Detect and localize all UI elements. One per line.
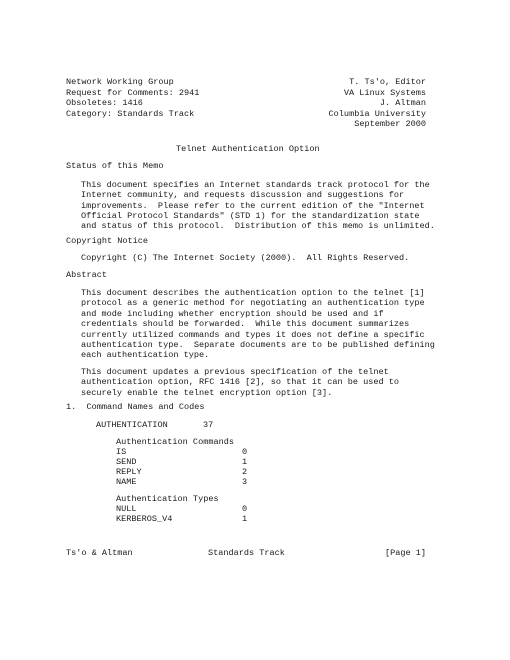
abstract-line: each authentication type. (81, 350, 210, 360)
header-date: September 2000 (354, 119, 426, 129)
abstract-line: This document updates a previous specification of the telnet (81, 367, 389, 377)
abstract-line: securely enable the telnet encryption option [3]. (81, 388, 333, 398)
abstract-line: authentication option, RFC 1416 [2], so that it can be used to (81, 377, 399, 387)
header-rfc-number: Request for Comments: 2941 (66, 88, 200, 98)
header-category: Category: Standards Track (66, 109, 195, 119)
command-name: REPLY (116, 467, 142, 477)
footer-status: Standards Track (208, 548, 285, 558)
copyright-heading: Copyright Notice (66, 236, 149, 246)
command-name: IS (116, 447, 127, 457)
type-name: KERBEROS_V4 (116, 514, 173, 524)
commands-heading: Authentication Commands (116, 437, 234, 447)
auth-option-name: AUTHENTICATION (96, 420, 168, 430)
abstract-line: This document describes the authentication option to the telnet [1] (81, 288, 425, 298)
type-code: 1 (242, 514, 248, 524)
command-code: 0 (242, 447, 248, 457)
status-heading: Status of this Memo (66, 161, 164, 171)
header-affiliation-1: VA Linux Systems (343, 88, 426, 98)
type-code: 0 (242, 504, 248, 514)
types-heading: Authentication Types (116, 494, 219, 504)
type-name: NULL (116, 504, 137, 514)
header-editor: T. Ts'o, Editor (349, 77, 426, 87)
header-obsoletes: Obsoletes: 1416 (66, 98, 143, 108)
abstract-line: protocol as a generic method for negotiating an authentication type (81, 298, 425, 308)
status-line: and status of this protocol. Distribution of this memo is unlimited. (81, 221, 435, 231)
command-code: 1 (242, 457, 248, 467)
command-name: SEND (116, 457, 137, 467)
header-author-2: J. Altman (379, 98, 426, 108)
auth-option-code: 37 (203, 420, 214, 430)
abstract-line: currently utilized commands and types it does not define a specific (81, 330, 425, 340)
command-code: 2 (242, 467, 248, 477)
command-name: NAME (116, 477, 137, 487)
status-line: Internet community, and requests discussion and suggestions for (81, 190, 405, 200)
status-line: improvements. Please refer to the current edition of the "Internet (81, 201, 425, 211)
abstract-line: credentials should be forwarded. While this document summarizes (81, 319, 410, 329)
document-title: Telnet Authentication Option (176, 144, 320, 154)
abstract-line: authentication type. Separate documents are to be published defining (81, 340, 435, 350)
footer-page-number: [Page 1] (384, 548, 426, 558)
command-code: 3 (242, 477, 248, 487)
copyright-text: Copyright (C) The Internet Society (2000). All Rights Reserved. (81, 253, 410, 263)
header-working-group: Network Working Group (66, 77, 174, 87)
abstract-line: and mode including whether encryption should be used and if (81, 309, 384, 319)
abstract-heading: Abstract (66, 270, 108, 280)
footer-authors: Ts'o & Altman (66, 548, 133, 558)
status-line: This document specifies an Internet standards track protocol for the (81, 180, 430, 190)
header-affiliation-2: Columbia University (328, 109, 426, 119)
status-line: Official Protocol Standards" (STD 1) for the standardization state (81, 211, 420, 221)
section-1-heading: 1. Command Names and Codes (66, 402, 205, 412)
